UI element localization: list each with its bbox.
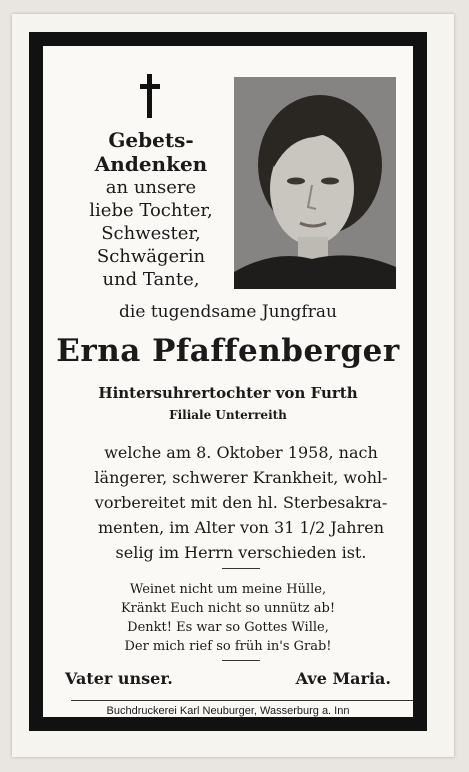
origin-line: Hintersuhrertochter von Furth bbox=[98, 384, 358, 402]
poem-line: Denkt! Es war so Gottes Wille, bbox=[127, 620, 329, 635]
separator bbox=[222, 660, 260, 661]
notice-line: längerer, schwerer Krankheit, wohl- bbox=[94, 468, 388, 487]
dedication-line: Schwägerin bbox=[96, 246, 206, 267]
portrait-photo bbox=[234, 77, 396, 289]
poem-line: Kränkt Euch nicht so unnütz ab! bbox=[120, 601, 336, 616]
poem-line: Weinet nicht um meine Hülle, bbox=[129, 582, 327, 597]
subtitle: die tugendsame Jungfrau bbox=[119, 302, 337, 322]
black-frame bbox=[29, 32, 427, 731]
dedication-text bbox=[76, 128, 226, 291]
dedication-line: Andenken bbox=[94, 152, 208, 176]
dedication-line: an unsere bbox=[105, 177, 197, 198]
prayer-vater-unser: Vater unser. bbox=[65, 669, 173, 688]
printer-credit: Buchdruckerei Karl Neuburger, Wasserburg a. Inn bbox=[106, 705, 350, 717]
notice-line: selig im Herrn verschieden ist. bbox=[115, 543, 367, 562]
memorial-card bbox=[12, 14, 454, 757]
notice-line: menten, im Alter von 31 1/2 Jahren bbox=[97, 518, 385, 537]
footer-rule bbox=[71, 700, 413, 701]
cross-icon bbox=[140, 74, 160, 118]
prayer-ave-maria: Ave Maria. bbox=[295, 669, 391, 688]
dedication-line: liebe Tochter, bbox=[89, 200, 213, 221]
poem bbox=[43, 580, 413, 656]
deceased-name: Erna Pfaffenberger bbox=[56, 333, 400, 369]
card-content bbox=[43, 46, 413, 717]
notice-line: welche am 8. Oktober 1958, nach bbox=[104, 443, 378, 462]
dedication-line: Gebets- bbox=[108, 128, 194, 152]
poem-line: Der mich rief so früh in's Grab! bbox=[124, 639, 332, 654]
notice-line: vorbereitet mit den hl. Sterbesakra- bbox=[94, 493, 388, 512]
dedication-line: und Tante, bbox=[102, 269, 200, 290]
dedication-line: Schwester, bbox=[101, 223, 201, 244]
filiale-line: Filiale Unterreith bbox=[169, 408, 287, 422]
separator bbox=[222, 568, 260, 569]
death-notice bbox=[71, 440, 411, 565]
